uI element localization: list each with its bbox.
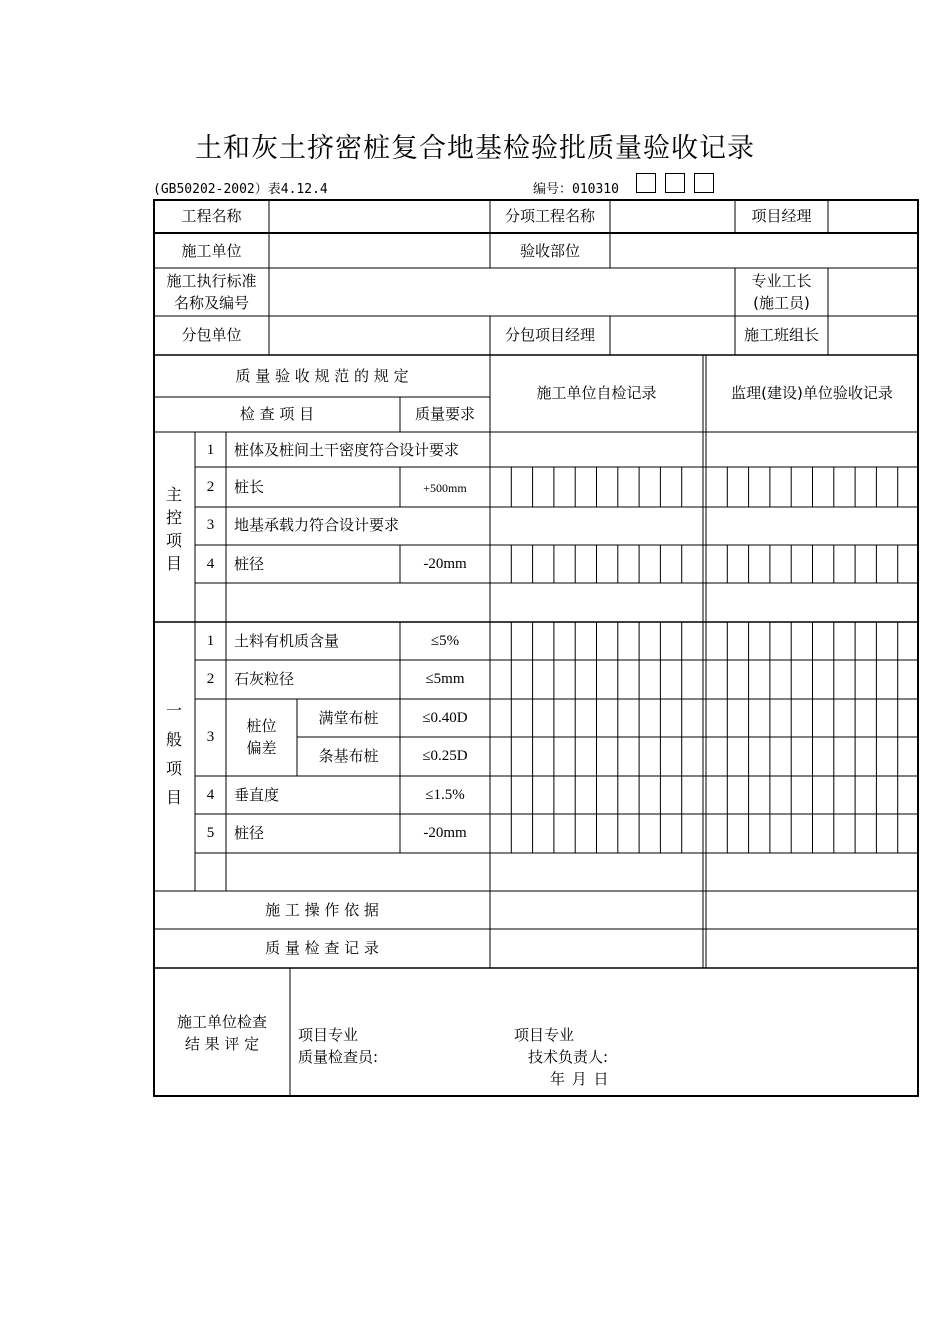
- subcontractor-field[interactable]: [271, 318, 488, 353]
- row-number: 5: [206, 825, 215, 841]
- project-manager-field[interactable]: [830, 203, 916, 231]
- row-number: 1: [206, 442, 215, 458]
- row-number: 4: [206, 556, 215, 572]
- check-item-2: 偏差: [246, 739, 277, 757]
- check-item: 土料有机质含量: [234, 632, 340, 650]
- quality-requirement: ≤0.40D: [422, 710, 468, 726]
- project-manager-label: 项目经理: [751, 207, 812, 225]
- sub-item: 条基布桩: [318, 747, 379, 765]
- foreman-label: 专业工长: [751, 272, 812, 290]
- sub-project-manager-field[interactable]: [612, 318, 733, 353]
- standard-reference: (GB50202-2002）表4.12.4: [153, 182, 328, 197]
- check-item: 垂直度: [234, 786, 280, 804]
- foreman-field[interactable]: [830, 270, 916, 314]
- check-item: 桩径: [234, 555, 265, 573]
- page-title: 土和灰土挤密桩复合地基检验批质量验收记录: [195, 133, 755, 164]
- spec-header: 质 量 验 收 规 范 的 规 定: [235, 367, 409, 385]
- general-items-label: 一 般 项 目: [165, 701, 182, 807]
- operation-basis-label: 施 工 操 作 依 据: [265, 901, 379, 919]
- team-leader-field[interactable]: [830, 318, 916, 353]
- sub-project-name-label: 分项工程名称: [504, 207, 595, 225]
- construction-unit-field[interactable]: [271, 236, 488, 266]
- check-item-header: 检 查 项 目: [239, 405, 315, 423]
- quality-requirement: ≤1.5%: [425, 787, 465, 803]
- self-check-header: 施工单位自检记录: [536, 384, 657, 402]
- tech-lead-label-2: 技术负责人:: [528, 1048, 609, 1066]
- quality-record-label: 质 量 检 查 记 录: [265, 939, 379, 957]
- subcontractor-label: 分包单位: [181, 326, 242, 344]
- quality-requirement: ≤5mm: [425, 671, 465, 687]
- construction-unit-label: 施工单位: [181, 242, 242, 260]
- supervision-header: 监理(建设)单位验收记录: [731, 384, 893, 402]
- row-number: 3: [206, 517, 215, 533]
- sub-project-name-field[interactable]: [612, 203, 733, 231]
- acceptance-part-label: 验收部位: [519, 242, 580, 260]
- check-item: 桩体及桩间土干密度符合设计要求: [234, 441, 460, 459]
- project-name-field[interactable]: [271, 203, 488, 231]
- team-leader-label: 施工班组长: [743, 326, 819, 344]
- quality-requirement: ≤5%: [430, 633, 460, 649]
- project-name-label: 工程名称: [181, 207, 242, 225]
- date-label: 年 月 日: [550, 1070, 610, 1088]
- sub-project-manager-label: 分包项目经理: [504, 326, 595, 344]
- quality-requirement: ≤0.25D: [422, 748, 468, 764]
- quality-record-field[interactable]: [492, 931, 916, 966]
- quality-req-header: 质量要求: [414, 405, 475, 423]
- inspector-label: 项目专业: [298, 1026, 359, 1044]
- result-label: 施工单位检查: [176, 1013, 267, 1031]
- acceptance-part-field[interactable]: [612, 236, 916, 266]
- quality-requirement: -20mm: [423, 825, 467, 841]
- operation-basis-field[interactable]: [492, 893, 916, 927]
- check-item: 桩位: [246, 717, 277, 735]
- quality-requirement: -20mm: [423, 556, 467, 572]
- row-number: 2: [206, 479, 215, 495]
- sub-item: 满堂布桩: [318, 709, 379, 727]
- foreman-label-2: (施工员): [753, 294, 810, 312]
- check-item: 桩长: [234, 478, 265, 496]
- row-number: 4: [206, 787, 215, 803]
- check-item: 石灰粒径: [234, 670, 295, 688]
- inspector-label-2: 质量检查员:: [298, 1048, 379, 1066]
- exec-standard-label: 施工执行标准: [166, 272, 257, 290]
- tech-lead-label: 项目专业: [514, 1026, 575, 1044]
- row-number: 1: [206, 633, 215, 649]
- exec-standard-field[interactable]: [271, 270, 733, 314]
- row-number: 3: [206, 729, 215, 745]
- check-item: 地基承载力符合设计要求: [234, 516, 400, 534]
- record-code: 编号：010310: [533, 182, 619, 197]
- row-number: 2: [206, 671, 215, 687]
- quality-requirement: +500mm: [423, 481, 467, 495]
- result-label-2: 结 果 评 定: [184, 1035, 260, 1053]
- main-items-label: 主 控 项 目: [165, 485, 182, 573]
- exec-standard-label-2: 名称及编号: [173, 294, 249, 312]
- check-item: 桩径: [234, 824, 265, 842]
